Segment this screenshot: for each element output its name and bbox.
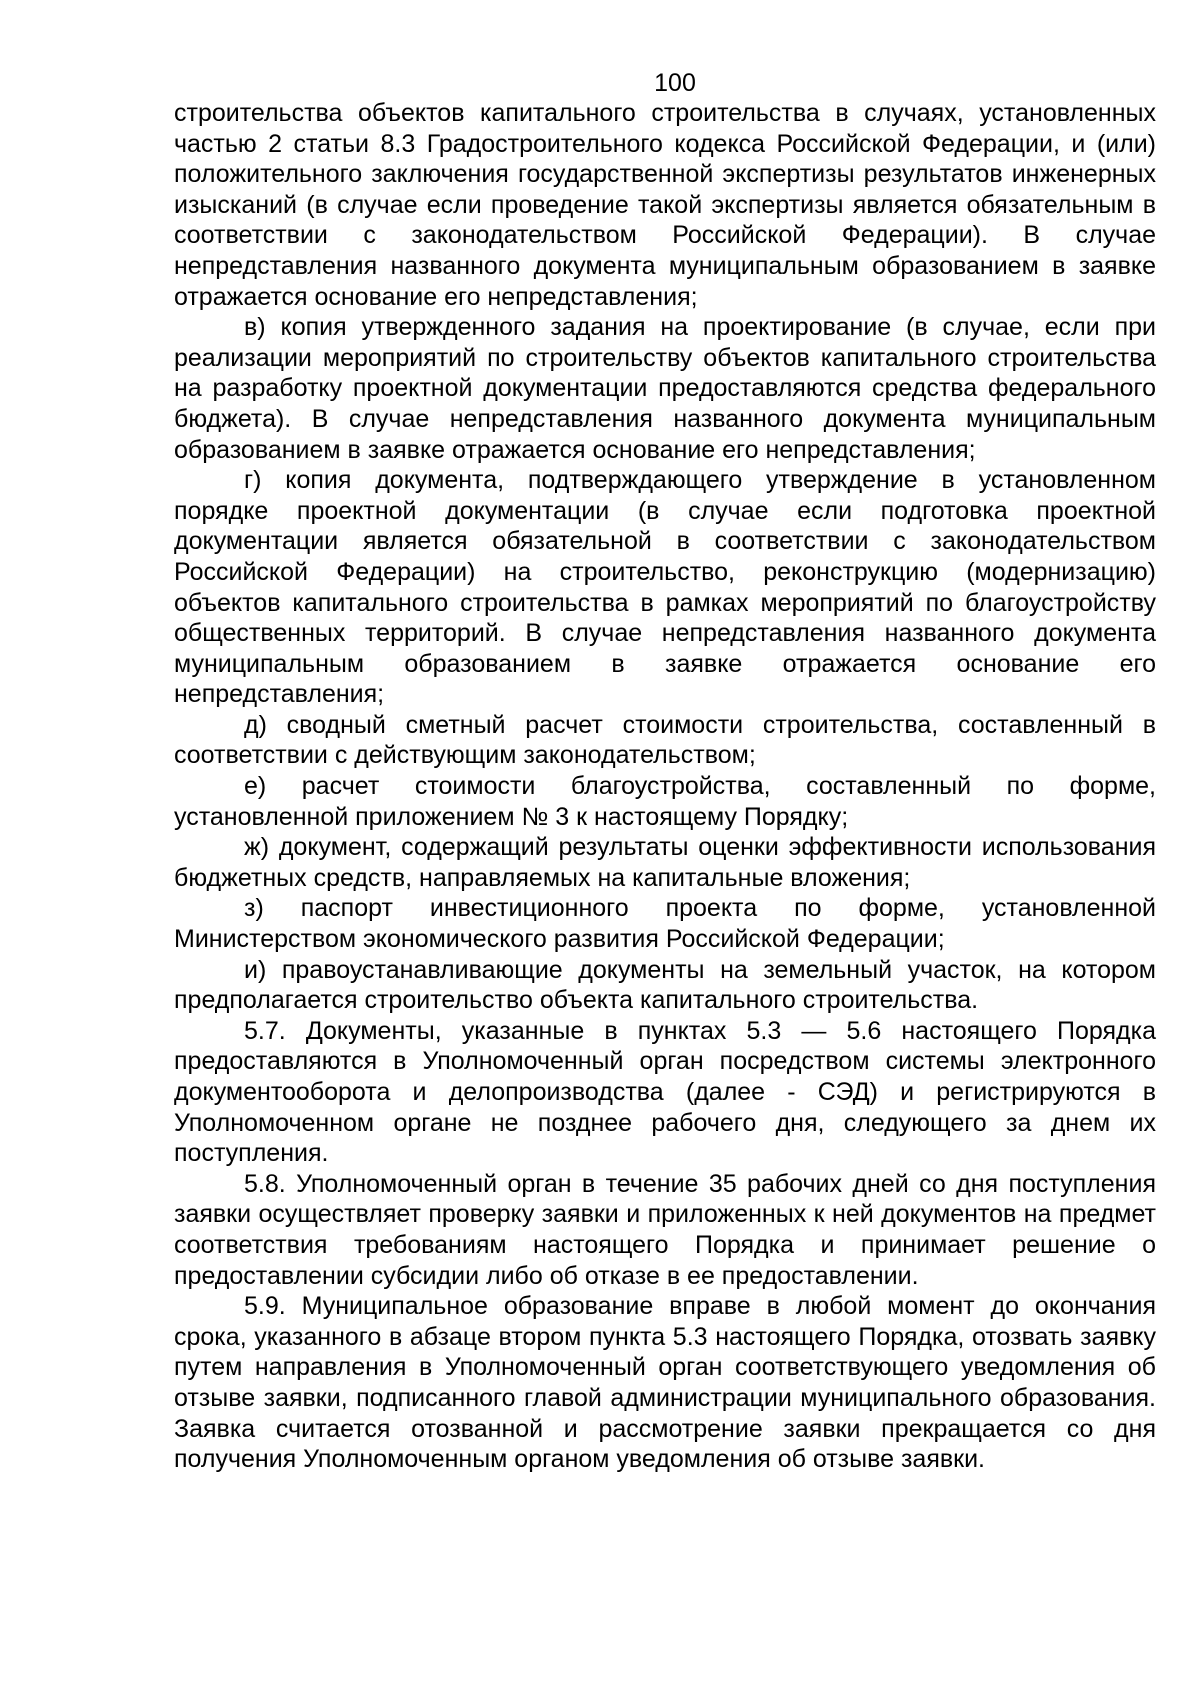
document-body xyxy=(174,98,1156,1475)
page-number: 100 xyxy=(654,69,696,97)
paragraph-clause-5-8: 5.8. Уполномоченный орган в течение 35 рабочих дней со дня поступления заявки осуществляет проверку заявки и приложенных к ней документов на предмет соответствия требованиям настоящего Порядка и принимает решение о предоставлении субсидии либо об отказе в ее предоставлении. xyxy=(174,1169,1156,1290)
paragraph-clause-5-7: 5.7. Документы, указанные в пунктах 5.3 — 5.6 настоящего Порядка предоставляются в Уполномоченный орган посредством системы электронного документооборота и делопроизводства (далее - СЭД) и регистрируются в Уполномоченном органе не позднее рабочего дня, следующего за днем их поступления. xyxy=(174,1016,1156,1168)
paragraph-item-d: д) сводный сметный расчет стоимости строительства, составленный в соответствии с действующим законодательством; xyxy=(174,710,1156,770)
paragraph-item-v: в) копия утвержденного задания на проектирование (в случае, если при реализации мероприятий по строительству объектов капитального строительства на разработку проектной документации предоставляются средства федерального бюджета). В случае непредставления названного документа муниципальным образованием в заявке отражается основание его непредставления; xyxy=(174,313,1156,464)
paragraph-item-zh: ж) документ, содержащий результаты оценки эффективности использования бюджетных средств, направляемых на капитальные вложения; xyxy=(174,833,1156,892)
paragraph-item-z: з) паспорт инвестиционного проекта по форме, установленной Министерством экономического развития Российской Федерации; xyxy=(174,894,1156,954)
paragraph-item-i: и) правоустанавливающие документы на земельный участок, на котором предполагается строительство объекта капитального строительства. xyxy=(174,955,1156,1015)
paragraph-item-g: г) копия документа, подтверждающего утверждение в установленном порядке проектной документации (в случае если подготовка проектной документации является обязательной в соответствии с законодательством Российской Федерации) на строительство, реконструкцию (модернизацию) объектов капитального строительства в рамках мероприятий по благоустройству общественных территорий. В случае непредставления названного документа муниципальным образованием в заявке отражается основание его непредставления; xyxy=(174,466,1156,709)
paragraph-item-e: е) расчет стоимости благоустройства, составленный по форме, установленной приложением № 3 к настоящему Порядку; xyxy=(174,772,1156,831)
paragraph-clause-5-9: 5.9. Муниципальное образование вправе в любой момент до окончания срока, указанного в абзаце втором пункта 5.3 настоящего Порядка, отозвать заявку путем направления в Уполномоченный орган соответствующего уведомления об отзыве заявки, подписанного главой администрации муниципального образования. Заявка считается отозванной и рассмотрение заявки прекращается со дня получения Уполномоченным органом уведомления об отзыве заявки. xyxy=(174,1292,1156,1474)
paragraph-continuation: строительства объектов капитального строительства в случаях, установленных частью 2 статьи 8.3 Градостроительного кодекса Российской Федерации, и (или) положительного заключения государственной экспертизы результатов инженерных изысканий (в случае если проведение такой экспертизы является обязательным в соответствии с законодательством Российской Федерации). В случае непредставления названного документа муниципальным образованием в заявке отражается основание его непредставления; xyxy=(174,99,1156,311)
